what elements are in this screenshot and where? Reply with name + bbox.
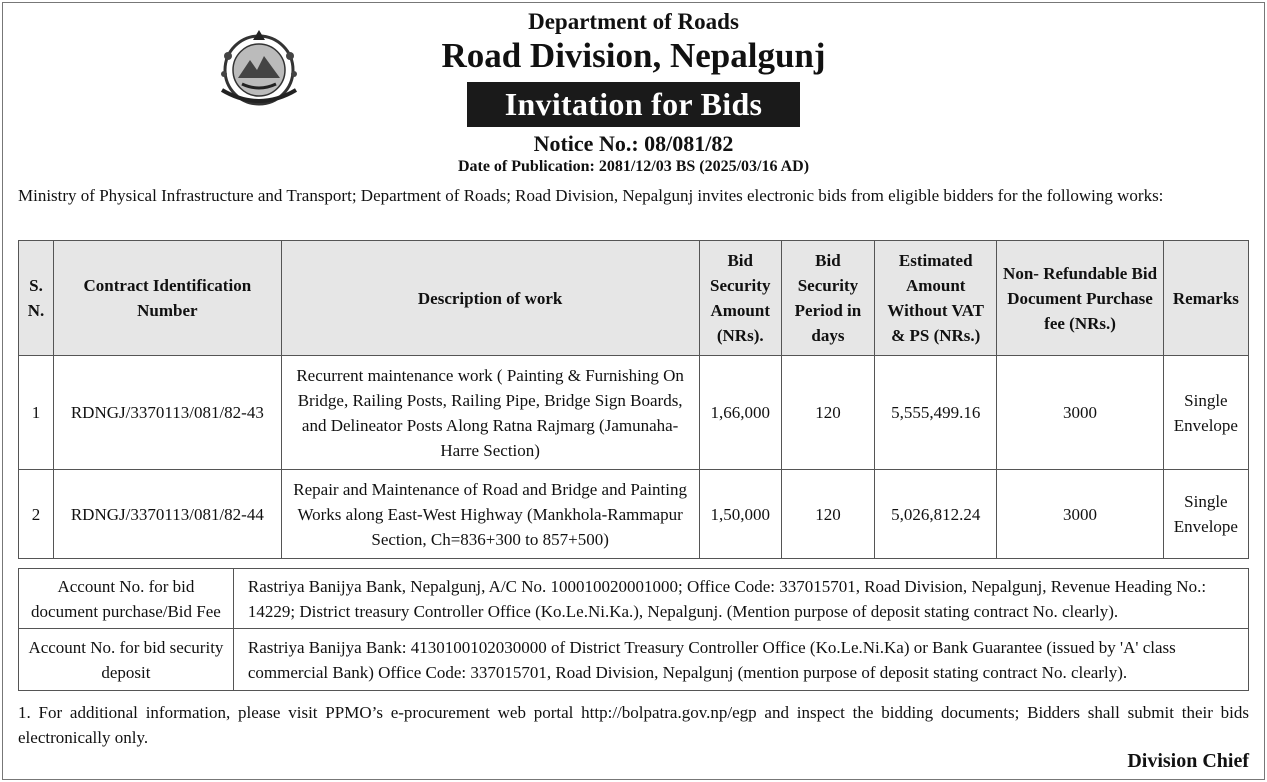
header-description: Description of work [281,241,699,356]
account-value: Rastriya Banijya Bank, Nepalgunj, A/C No. 100010020001000; Office Code: 337015701, Road Division, Nepalgunj, Revenue Heading No.: 14229; District treasury Controller Office (Ko.Le.Ni.Ka.), Nepalgunj. (Mention purpose of deposit stating contract No. clearly). [233,569,1248,629]
header-bid-security-amount: Bid Security Amount (NRs). [699,241,781,356]
header-document-fee: Non- Refundable Bid Document Purchase fee (NRs.) [997,241,1163,356]
account-row [19,569,1249,629]
table-header-row [19,241,1249,356]
notice-header [0,8,1267,177]
cell-bid-security-period: 120 [781,470,874,559]
account-label: Account No. for bid document purchase/Bid Fee [19,569,234,629]
cell-remarks: Single Envelope [1163,356,1248,470]
publication-date: Date of Publication: 2081/12/03 BS (2025/03/16 AD) [457,158,810,175]
cell-sn: 1 [19,356,54,470]
account-value: Rastriya Banijya Bank: 4130100102030000 of District Treasury Controller Office (Ko.Le.Ni.Ka) or Bank Guarantee (issued by 'A' class commercial Bank) Office Code: 337015701, Road Division, Nepalgunj (mention purpose of deposit stating contract No. clearly). [233,629,1248,691]
cell-sn: 2 [19,470,54,559]
cell-bid-security-amount: 1,66,000 [699,356,781,470]
cell-remarks: Single Envelope [1163,470,1248,559]
department-title: Department of Roads [528,9,739,34]
header-contract-id: Contract Identification Number [54,241,282,356]
signature: Division Chief [1127,750,1249,772]
cell-description: Recurrent maintenance work ( Painting & Furnishing On Bridge, Railing Posts, Railing Pipe, Bridge Sign Boards, and Delineator Posts Along Ratna Rajmarg (Jamunaha-Harre Section) [281,356,699,470]
footnote: 1. For additional information, please visit PPMO’s e-procurement web portal http://bolpatra.gov.np/egp and inspect the bidding documents; Bidders shall submit their bids electronically only. [18,703,1249,747]
notice-number: Notice No.: 08/081/82 [533,131,734,156]
table-row [19,356,1249,470]
cell-bid-security-amount: 1,50,000 [699,470,781,559]
account-label: Account No. for bid security deposit [19,629,234,691]
table-row [19,470,1249,559]
header-bid-security-period: Bid Security Period in days [781,241,874,356]
account-table [18,568,1249,691]
cell-contract-id: RDNGJ/3370113/081/82-43 [54,356,282,470]
cell-estimated-amount: 5,555,499.16 [875,356,997,470]
cell-bid-security-period: 120 [781,356,874,470]
cell-description: Repair and Maintenance of Road and Bridge and Painting Works along East-West Highway (Mankhola-Rammapur Section, Ch=836+300 to 857+500) [281,470,699,559]
header-remarks: Remarks [1163,241,1248,356]
cell-document-fee: 3000 [997,356,1163,470]
cell-document-fee: 3000 [997,470,1163,559]
intro-paragraph: Ministry of Physical Infrastructure and Transport; Department of Roads; Road Division, Nepalgunj invites electronic bids from eligible bidders for the following works: [18,186,1164,205]
header-estimated-amount: Estimated Amount Without VAT & PS (NRs.) [875,241,997,356]
cell-estimated-amount: 5,026,812.24 [875,470,997,559]
bids-table [18,240,1249,559]
division-title: Road Division, Nepalgunj [441,36,826,75]
cell-contract-id: RDNGJ/3370113/081/82-44 [54,470,282,559]
account-row [19,629,1249,691]
header-sn: S. N. [19,241,54,356]
invitation-banner: Invitation for Bids [467,82,801,127]
